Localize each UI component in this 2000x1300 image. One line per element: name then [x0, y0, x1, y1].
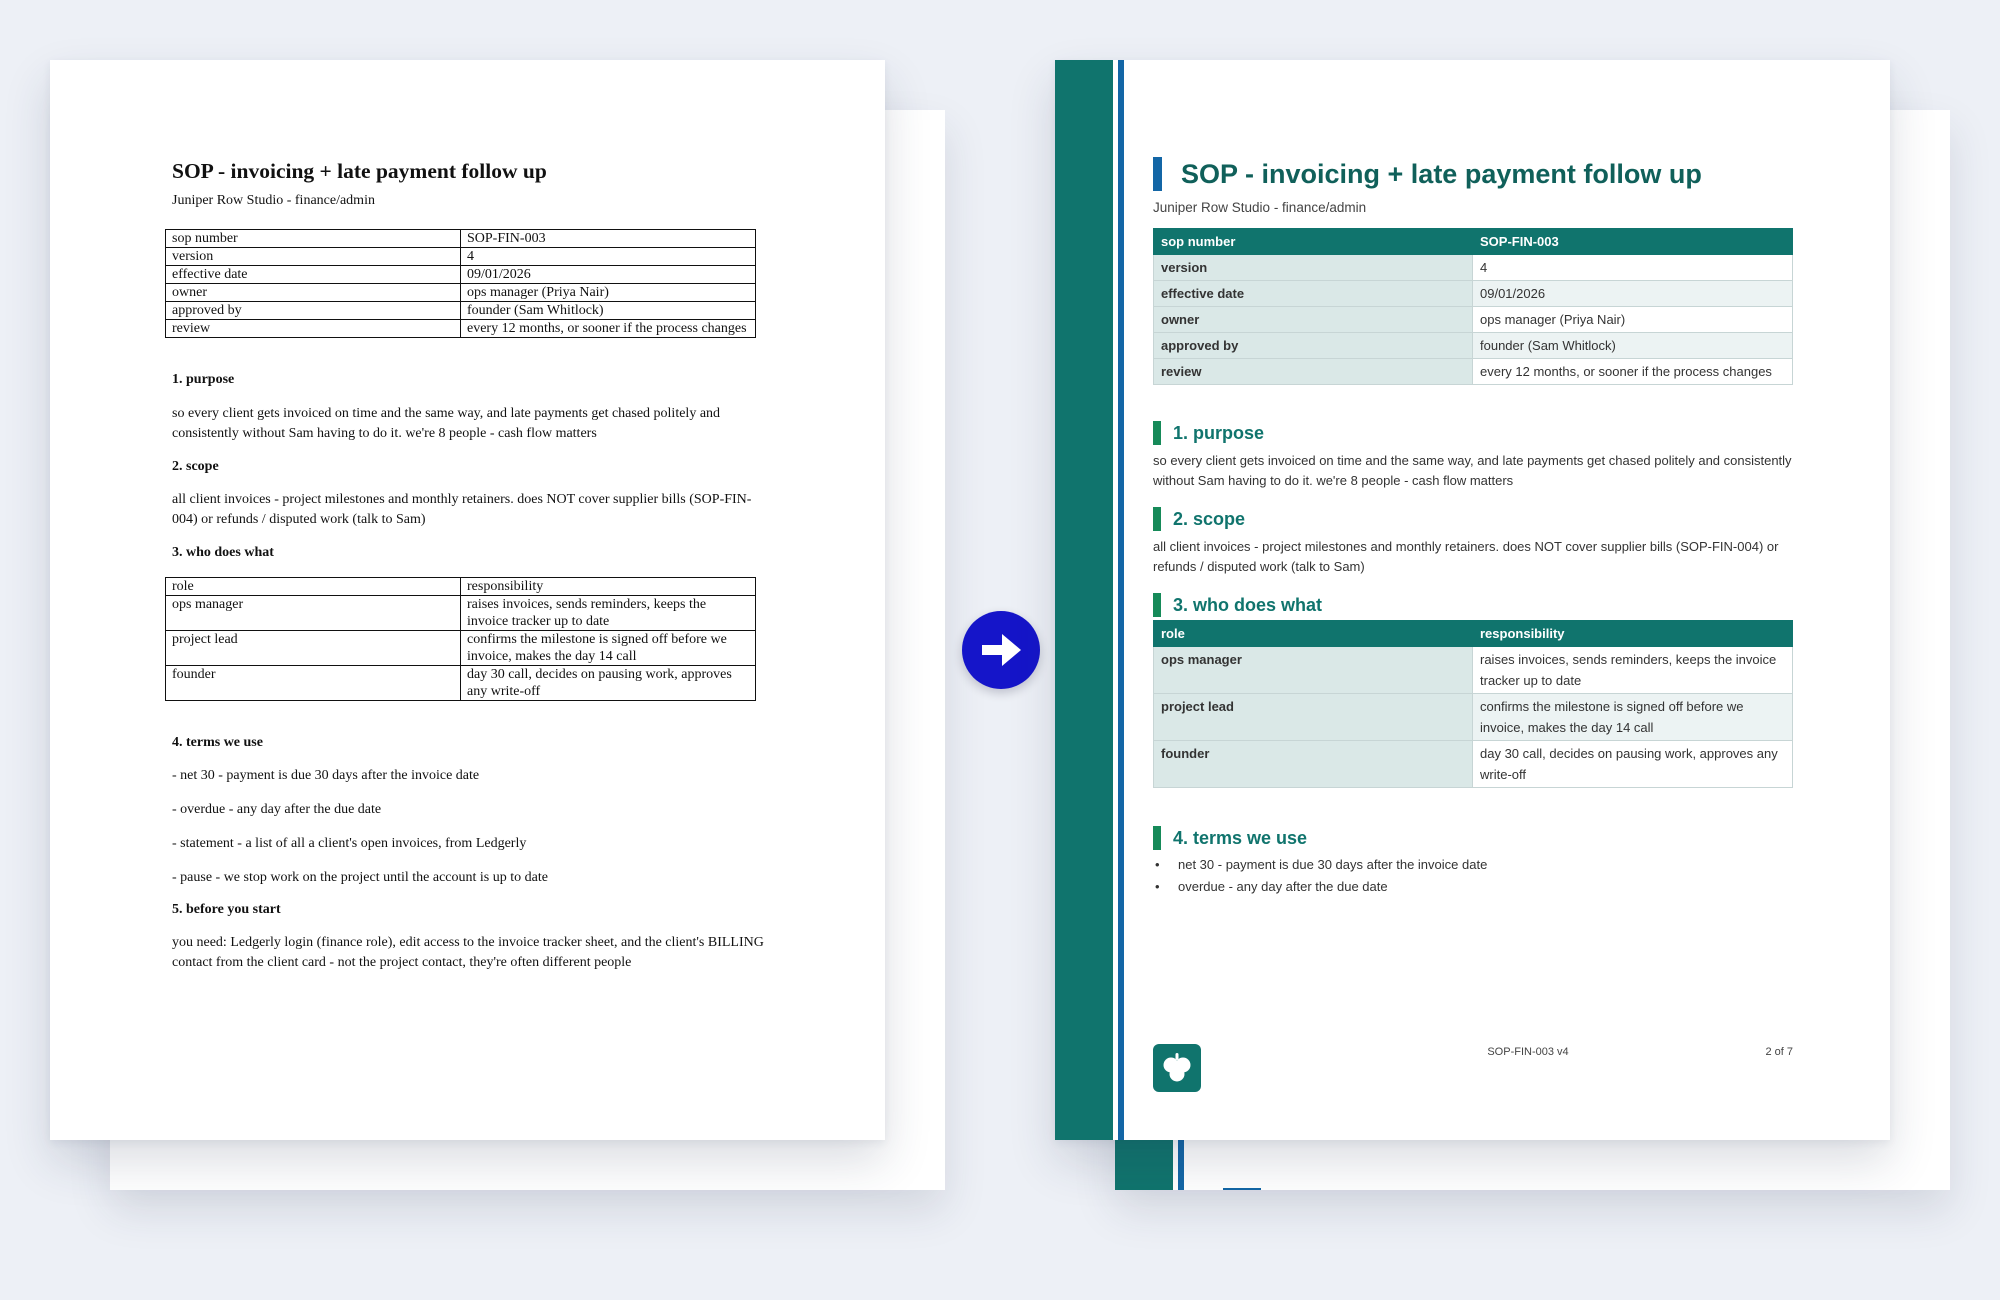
role-cell: founder: [1154, 741, 1473, 788]
meta-value: SOP-FIN-003: [1473, 229, 1793, 255]
meta-value: 09/01/2026: [1473, 281, 1793, 307]
table-header-row: [1154, 229, 1793, 255]
list-item: [1153, 854, 1793, 876]
back-page-rail: [1115, 1140, 1173, 1190]
meta-label: owner: [166, 284, 461, 302]
before-text: you need: Ledgerly login (finance role), edit access to the invoice tracker sheet, and the client's BILLING contact from the client card - not the project contact, they're often different people: [172, 935, 764, 970]
purpose-heading: 1. purpose: [1153, 421, 1793, 445]
scope-heading: 2. scope: [172, 459, 219, 474]
responsibility-cell: day 30 call, decides on pausing work, approves any write-off: [1473, 741, 1793, 788]
plain-doc-subtitle: Juniper Row Studio - finance/admin: [172, 193, 375, 208]
list-item: [1153, 876, 1793, 898]
scope-text: all client invoices - project milestones and monthly retainers. does NOT cover supplier bills (SOP-FIN-004) or refunds / disputed work (talk to Sam): [1153, 539, 1779, 574]
juniper-logo-icon: [1153, 1044, 1201, 1092]
table-row: [166, 284, 756, 302]
footer-doc-reference: SOP-FIN-003 v4: [1487, 1046, 1569, 1058]
table-row: [166, 320, 756, 338]
page-rail-accent: [1118, 60, 1124, 1140]
term-item: - overdue - any day after the due date: [172, 802, 382, 817]
bullet: •: [1155, 879, 1160, 894]
term-item: - statement - a list of all a client's open invoices, from Ledgerly: [172, 836, 527, 851]
meta-label: sop number: [1154, 229, 1473, 255]
terms-heading: 4. terms we use: [1153, 826, 1793, 850]
column-header: responsibility: [461, 578, 756, 596]
roles-heading: 3. who does what: [172, 545, 274, 560]
purpose-heading: 1. purpose: [172, 372, 235, 387]
table-row: [1154, 307, 1793, 333]
table-row: [1154, 333, 1793, 359]
meta-value: 4: [461, 248, 756, 266]
role-cell: ops manager: [166, 596, 461, 631]
column-header: role: [166, 578, 461, 596]
meta-value: every 12 months, or sooner if the process changes: [1473, 359, 1793, 385]
table-header-row: [166, 578, 756, 596]
meta-label: approved by: [166, 302, 461, 320]
table-row: [1154, 255, 1793, 281]
styled-roles-table: [1153, 620, 1793, 788]
page-rail: [1055, 60, 1113, 1140]
meta-label: version: [166, 248, 461, 266]
before-heading: 5. before you start: [172, 902, 281, 917]
styled-doc-title: SOP - invoicing + late payment follow up: [1153, 157, 1793, 191]
table-row: [166, 302, 756, 320]
back-page-rail-accent: [1178, 1140, 1184, 1190]
scope-text: all client invoices - project milestones and monthly retainers. does NOT cover supplier bills (SOP-FIN-004) or refunds / disputed work (talk to Sam): [172, 492, 752, 527]
table-row: [166, 596, 756, 631]
bullet: •: [1155, 857, 1160, 872]
meta-value: ops manager (Priya Nair): [1473, 307, 1793, 333]
meta-label: effective date: [166, 266, 461, 284]
table-row: [1154, 359, 1793, 385]
role-cell: founder: [166, 666, 461, 701]
meta-label: effective date: [1154, 281, 1473, 307]
meta-label: review: [1154, 359, 1473, 385]
plain-doc-title: SOP - invoicing + late payment follow up: [172, 159, 547, 183]
term-item: - net 30 - payment is due 30 days after the invoice date: [172, 768, 480, 783]
meta-value: ops manager (Priya Nair): [461, 284, 756, 302]
term-text: net 30 - payment is due 30 days after the invoice date: [1178, 857, 1488, 872]
plain-doc-page: [50, 60, 885, 1140]
term-text: overdue - any day after the due date: [1178, 879, 1388, 894]
table-row: [166, 230, 756, 248]
arrow-right-icon: [962, 611, 1040, 689]
responsibility-cell: day 30 call, decides on pausing work, approves any write-off: [461, 666, 756, 701]
responsibility-cell: raises invoices, sends reminders, keeps the invoice tracker up to date: [1473, 647, 1793, 694]
meta-label: owner: [1154, 307, 1473, 333]
meta-value: founder (Sam Whitlock): [1473, 333, 1793, 359]
meta-label: sop number: [166, 230, 461, 248]
table-row: [166, 266, 756, 284]
table-row: [1154, 647, 1793, 694]
meta-value: every 12 months, or sooner if the process changes: [461, 320, 756, 338]
role-cell: project lead: [1154, 694, 1473, 741]
responsibility-cell: raises invoices, sends reminders, keeps the invoice tracker up to date: [461, 596, 756, 631]
terms-list: [1153, 854, 1793, 898]
meta-value: SOP-FIN-003: [461, 230, 756, 248]
styled-meta-table: [1153, 228, 1793, 385]
role-cell: ops manager: [1154, 647, 1473, 694]
table-row: [166, 666, 756, 701]
meta-label: approved by: [1154, 333, 1473, 359]
footer-page-number: 2 of 7: [1765, 1046, 1793, 1058]
styled-doc-subtitle: Juniper Row Studio - finance/admin: [1153, 200, 1367, 215]
column-header: role: [1154, 621, 1473, 647]
purpose-text: so every client gets invoiced on time and the same way, and late payments get chased politely and consistently without Sam having to do it. we're 8 people - cash flow matters: [172, 406, 721, 441]
table-row: [1154, 694, 1793, 741]
meta-label: review: [166, 320, 461, 338]
back-page-accent-line: [1223, 1188, 1261, 1190]
table-row: [1154, 281, 1793, 307]
term-item: - pause - we stop work on the project until the account is up to date: [172, 870, 548, 885]
column-header: responsibility: [1473, 621, 1793, 647]
scope-heading: 2. scope: [1153, 507, 1793, 531]
styled-doc-content: [1153, 157, 1793, 898]
table-row: [166, 248, 756, 266]
purpose-text: so every client gets invoiced on time and the same way, and late payments get chased politely and consistently without Sam having to do it. we're 8 people - cash flow matters: [1153, 453, 1792, 488]
role-cell: project lead: [166, 631, 461, 666]
responsibility-cell: confirms the milestone is signed off before we invoice, makes the day 14 call: [1473, 694, 1793, 741]
meta-value: 09/01/2026: [461, 266, 756, 284]
roles-heading: 3. who does what: [1153, 593, 1793, 617]
table-header-row: [1154, 621, 1793, 647]
table-row: [166, 631, 756, 666]
plain-meta-table: [165, 229, 756, 338]
responsibility-cell: confirms the milestone is signed off before we invoice, makes the day 14 call: [461, 631, 756, 666]
plain-roles-table: [165, 577, 756, 701]
meta-label: version: [1154, 255, 1473, 281]
meta-value: 4: [1473, 255, 1793, 281]
plain-doc-content: [172, 157, 772, 973]
table-row: [1154, 741, 1793, 788]
meta-value: founder (Sam Whitlock): [461, 302, 756, 320]
terms-heading: 4. terms we use: [172, 735, 263, 750]
styled-doc-page: [1055, 60, 1890, 1140]
